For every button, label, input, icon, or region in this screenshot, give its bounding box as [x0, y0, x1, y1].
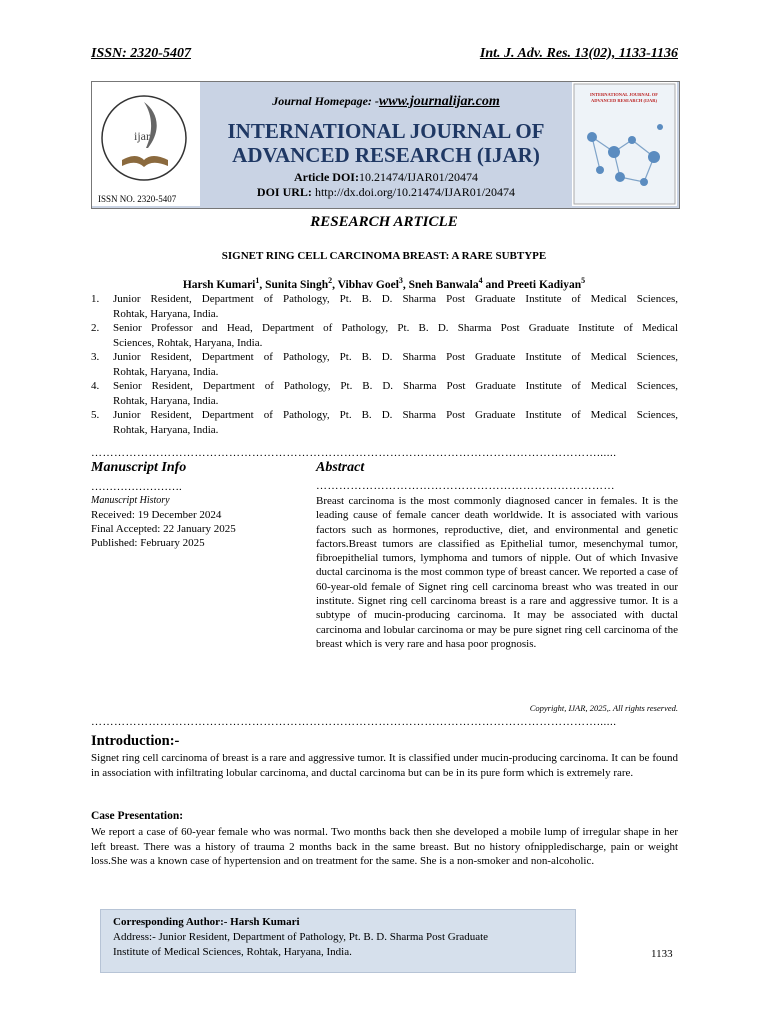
affiliation-item	[91, 350, 678, 379]
affiliation-item	[91, 379, 678, 408]
affiliation-item	[91, 321, 678, 350]
logo-text: ijar	[134, 129, 150, 143]
section-divider-2: ……………………………………………………………………………………………………………………......	[91, 716, 617, 728]
quill-book-icon	[92, 82, 200, 206]
case-presentation-text: We report a case of 60-year female who was normal. Two months back then she developed a mobile lump of irregular shape in her left breast. There was a history of trauma 2 months back in the same breast. But no history ofnippledischarge, pain or weight loss.She was a known case of hypertension and on treatment for the same. She is a non-smoker and non-alcoholic.	[91, 826, 678, 867]
affiliation-line1: Junior Resident, Department of Pathology, Pt. B. D. Sharma Post Graduate Institute of Medical Sciences,	[113, 293, 678, 305]
introduction-heading: Introduction:-	[91, 733, 180, 749]
abstract-text: Breast carcinoma is the most commonly diagnosed cancer in females. It is the leading cause of female cancer death worldwide. It is associated with various factors such as hormones, reproductive, diet, and environmental and genetic factors.Breast tumors are classified as Epithelial tumor, mesenchymal tumor, fibroepithelial tumors, lymphoma and tumors of nipple. Out of which Invasive ductal carcinoma is the most common type of breast cancer. We reported a case of 60-year-old female of Signet ring cell carcinoma breast who was treated in our institute. Signet ring cell carcinoma breast is a rare and aggressive tumor. It is a subtype of mucin-producing carcinoma. It may be associated with ductal carcinoma and lobular carcinoma or may be pure signet ring cell carcinoma of the breast which is very rare and hasa poor prognosis.	[316, 495, 678, 650]
affiliation-line2: Rohtak, Haryana, India.	[113, 365, 219, 378]
svg-text:ADVANCED RESEARCH (IJAR): ADVANCED RESEARCH (IJAR)	[591, 98, 657, 103]
logo-issn: ISSN NO. 2320-5407	[98, 194, 177, 204]
affiliation-line2: Rohtak, Haryana, India.	[113, 394, 219, 407]
case-presentation-heading: Case Presentation:	[91, 810, 184, 822]
issn-header: ISSN: 2320-5407	[91, 46, 191, 61]
accepted-date: Final Accepted: 22 January 2025	[91, 523, 236, 535]
doi-url-label: DOI URL:	[256, 185, 312, 199]
author-separator: ,	[259, 278, 266, 291]
journal-homepage	[200, 94, 572, 110]
doi-value: 10.21474/IJAR01/20474	[358, 170, 478, 184]
author-name: Vibhav Goel	[337, 278, 399, 291]
affiliation-line1: Junior Resident, Department of Pathology, Pt. B. D. Sharma Post Graduate Institute of Medical Sciences,	[113, 409, 678, 421]
introduction-text: Signet ring cell carcinoma of breast is a rare and aggressive tumor. It is classified under mucin-producing carcinoma. It can be found in association with infiltrating lobular carcinoma, and ductal carcinoma but can be in its pure form which is extremely rare.	[91, 752, 678, 779]
author-list	[0, 276, 768, 291]
journal-title-line2: ADVANCED RESEARCH (IJAR)	[232, 143, 540, 167]
author-and: and	[482, 278, 507, 291]
article-type: RESEARCH ARTICLE	[310, 214, 458, 230]
affiliation-item	[91, 292, 678, 321]
homepage-link[interactable]: www.journalijar.com	[378, 94, 500, 109]
doi-url-link[interactable]: http://dx.doi.org/10.21474/IJAR01/20474	[311, 185, 516, 199]
affiliation-number: 2.	[91, 322, 100, 334]
molecule-cover-icon	[572, 82, 677, 206]
corresponding-address-line2: Institute of Medical Sciences, Rohtak, Haryana, India.	[113, 946, 352, 958]
author-affiliation-mark: 4	[478, 276, 483, 285]
affiliation-number: 5.	[91, 409, 100, 421]
citation-header: Int. J. Adv. Res. 13(02), 1133-1136	[479, 46, 678, 61]
manuscript-info-heading: Manuscript Info	[91, 460, 187, 475]
author-affiliation-mark: 2	[328, 276, 333, 285]
author-separator: ,	[332, 278, 338, 291]
author-name: Harsh Kumari	[182, 278, 256, 291]
author-name: Preeti Kadiyan	[506, 278, 582, 291]
affiliation-number: 1.	[91, 293, 100, 305]
author-affiliation-mark: 3	[398, 276, 403, 285]
affiliation-line2: Rohtak, Haryana, India.	[113, 307, 219, 320]
page-number: 1133	[651, 948, 673, 960]
affiliation-line1: Senior Professor and Head, Department of Pathology, Pt. B. D. Sharma Post Graduate Institute of Medical	[113, 322, 678, 334]
abstract-heading: Abstract	[316, 460, 365, 475]
corresponding-author-label: Corresponding Author:- Harsh Kumari	[113, 916, 300, 928]
author-affiliation-mark: 1	[255, 276, 260, 285]
affiliation-item	[91, 408, 678, 437]
homepage-label: Journal Homepage: -	[272, 94, 379, 108]
affiliation-line1: Junior Resident, Department of Pathology, Pt. B. D. Sharma Post Graduate Institute of Medical Sciences,	[113, 351, 678, 363]
published-date: Published: February 2025	[91, 537, 205, 549]
journal-title	[200, 119, 572, 167]
section-divider: ……………………………………………………………………………………………………………………......	[91, 447, 617, 459]
doi-url	[200, 185, 572, 200]
corresponding-author	[113, 915, 565, 960]
corresponding-address-line1: Address:- Junior Resident, Department of Pathology, Pt. B. D. Sharma Post Graduate	[113, 931, 489, 943]
abstract-dots: ……………………………………………………………………	[316, 480, 615, 492]
author-separator: ,	[402, 278, 409, 291]
journal-cover	[572, 82, 677, 206]
article-title: SIGNET RING CELL CARCINOMA BREAST: A RARE SUBTYPE	[221, 250, 547, 262]
manuscript-info-dots: …………………….	[91, 481, 182, 493]
affiliation-number: 3.	[91, 351, 100, 363]
received-date: Received: 19 December 2024	[91, 509, 222, 521]
affiliation-line1: Senior Resident, Department of Pathology, Pt. B. D. Sharma Post Graduate Institute of Medical Sciences,	[113, 380, 678, 392]
author-affiliation-mark: 5	[581, 276, 586, 285]
author-name: Sneh Banwala	[408, 278, 479, 291]
author-name: Sunita Singh	[265, 278, 329, 291]
affiliation-line2: Sciences, Rohtak, Haryana, India.	[113, 336, 263, 349]
affiliation-number: 4.	[91, 380, 100, 392]
copyright: Copyright, IJAR, 2025,. All rights reserved.	[529, 703, 678, 713]
journal-logo	[92, 82, 200, 206]
svg-text:INTERNATIONAL JOURNAL OF: INTERNATIONAL JOURNAL OF	[590, 92, 658, 97]
journal-title-line1: INTERNATIONAL JOURNAL OF	[227, 119, 545, 143]
affiliation-line2: Rohtak, Haryana, India.	[113, 423, 219, 436]
doi-label: Article DOI:	[294, 170, 359, 184]
manuscript-history-label: Manuscript History	[91, 495, 170, 506]
article-doi	[200, 170, 572, 185]
